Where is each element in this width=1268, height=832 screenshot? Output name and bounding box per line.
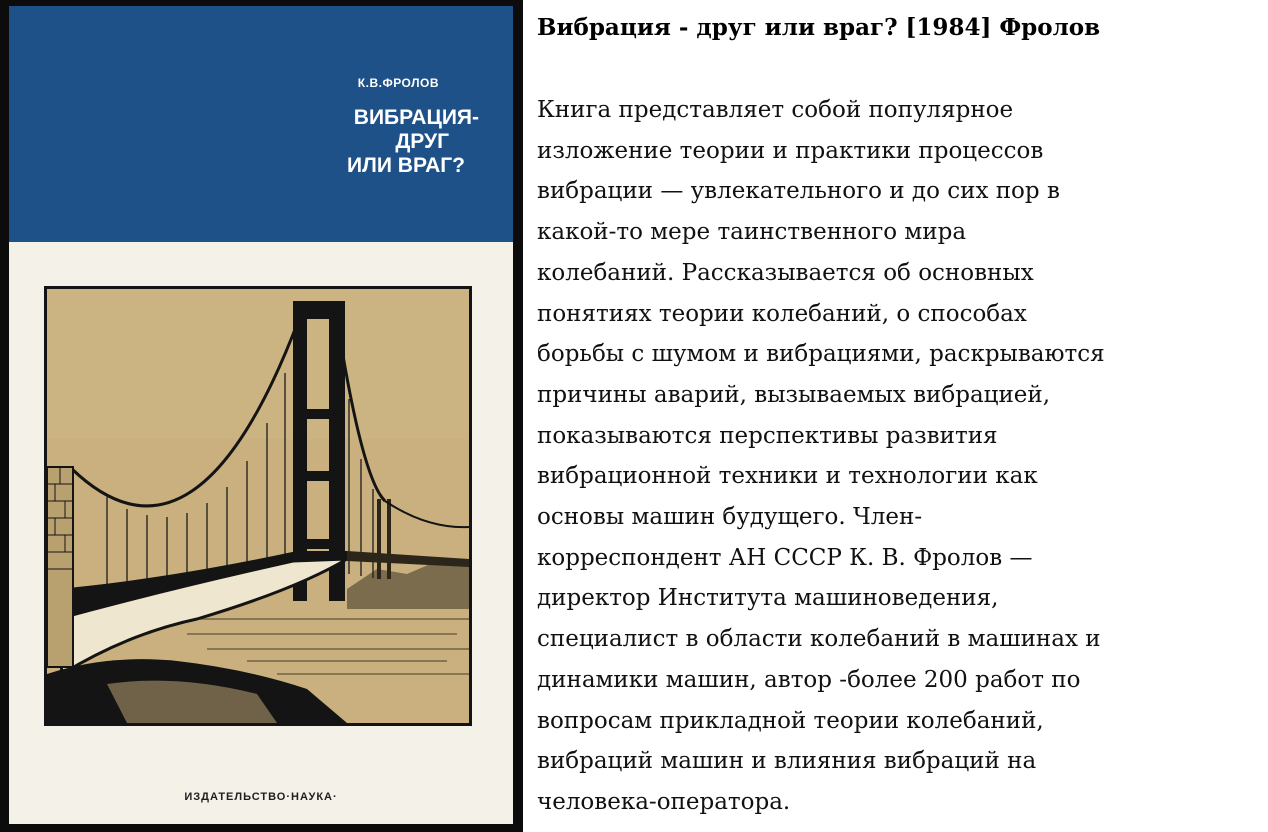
description-line: основы машин будущего. Член- xyxy=(537,504,923,531)
book-cover xyxy=(9,6,513,824)
book-description xyxy=(537,90,1263,823)
cover-publisher: ИЗДАТЕЛЬСТВО·НАУКА· xyxy=(184,791,338,803)
description-line: динамики машин, автор -более 200 работ по xyxy=(537,666,1081,693)
cover-title-line: ДРУГ xyxy=(395,130,449,153)
description-line: корреспондент АН СССР К. В. Фролов — xyxy=(537,544,1033,571)
cover-title-line: ИЛИ ВРАГ? xyxy=(347,154,465,177)
description-line: вибрации — увлекательного и до сих пор в xyxy=(537,178,1060,205)
description-line: какой-то мере таинственного мира xyxy=(537,219,967,246)
description-line: вибраций машин и влияния вибраций на xyxy=(537,748,1037,775)
bridge-drawing-icon xyxy=(47,289,469,723)
cover-title xyxy=(9,106,479,178)
book-heading: Вибрация - друг или враг? [1984] Фролов xyxy=(537,14,1101,41)
description-line: вопросам прикладной теории колебаний, xyxy=(537,707,1044,734)
description-line: борьбы с шумом и вибрациями, раскрываются xyxy=(537,341,1105,368)
description-line: специалист в области колебаний в машинах и xyxy=(537,626,1101,653)
cover-author: К.В.ФРОЛОВ xyxy=(357,76,439,90)
bridge-illustration xyxy=(44,286,472,726)
description-line: изложение теории и практики процессов xyxy=(537,137,1044,164)
cover-title-band xyxy=(9,6,513,242)
description-line: Книга представляет собой популярное xyxy=(537,97,1014,123)
cover-title-line: ВИБРАЦИЯ- xyxy=(353,106,479,129)
description-line: причины аварий, вызываемых вибрацией, xyxy=(537,381,1051,408)
description-line: показываются перспективы развития xyxy=(537,422,998,449)
description-line: человека-оператора. xyxy=(537,788,791,815)
book-cover-frame xyxy=(0,0,523,832)
description-line: директор Института машиноведения, xyxy=(537,585,999,612)
description-line: вибрационной техники и технологии как xyxy=(537,463,1038,490)
description-line: колебаний. Рассказывается об основных xyxy=(537,259,1034,286)
description-line: понятиях теории колебаний, о способах xyxy=(537,300,1027,327)
